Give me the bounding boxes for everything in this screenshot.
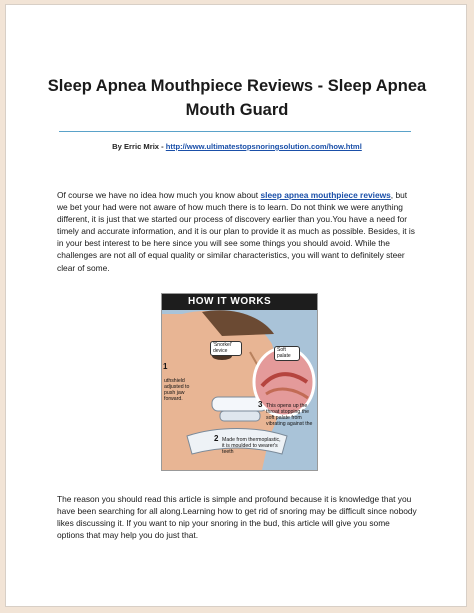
byline-author: By Erric Mrix - [112, 142, 166, 151]
byline-link[interactable]: http://www.ultimatestopsnoringsolution.com/how.html [165, 142, 362, 151]
title-divider [59, 131, 411, 132]
byline [6, 142, 468, 151]
soft-palate-callout: Soft palate [274, 346, 300, 361]
figure-header: HOW IT WORKS [162, 294, 317, 310]
title-line-1: Sleep Apnea Mouthpiece Reviews - Sleep Apnea [47, 77, 427, 95]
closing-paragraph: The reason you should read this article is simple and profound because it is knowledge that you have been searching for all along.Learning how to get rid of snoring may be difficult since nobody likes discussing it. If you want to nip your snoring in the bud, this article will give you some options that may help you do just that. [57, 494, 417, 541]
document-page [5, 4, 467, 607]
snorkel-callout: 'Snorkel' device [210, 341, 242, 356]
intro-text-end: , but we bet your had were not aware of how much there is to learn. Do not think we were anything different, it is just that we started our process of discovery earlier than you.You have a need for timely and accurate information, and it is our plan to provide it as much as possible. Besides, it is in your best interest to be here since you will see some things you should avoid. While the challenges are not all of equal quality or similar characteristics, you will want to definitely steer clear of some. [57, 190, 415, 273]
intro-paragraph [57, 189, 417, 274]
mouthshield-label: uthshield adjusted to push jaw forward. [164, 378, 190, 402]
page-title [6, 74, 468, 122]
intro-text-start: Of course we have no idea how much you know about [57, 190, 261, 200]
title-line-2: Mouth Guard [185, 101, 289, 119]
step-number-2: 2 [214, 434, 219, 443]
step-number-3: 3 [258, 400, 263, 409]
made-from-label: Made from thermoplastic, it is moulded to wearer's teeth [222, 437, 281, 455]
keyword-link[interactable]: sleep apnea mouthpiece reviews [260, 190, 391, 200]
opens-label: This opens up the throat stopping the soft palate from vibrating against the [266, 403, 313, 427]
step-number-1: 1 [163, 362, 168, 371]
how-it-works-illustration [161, 293, 318, 471]
